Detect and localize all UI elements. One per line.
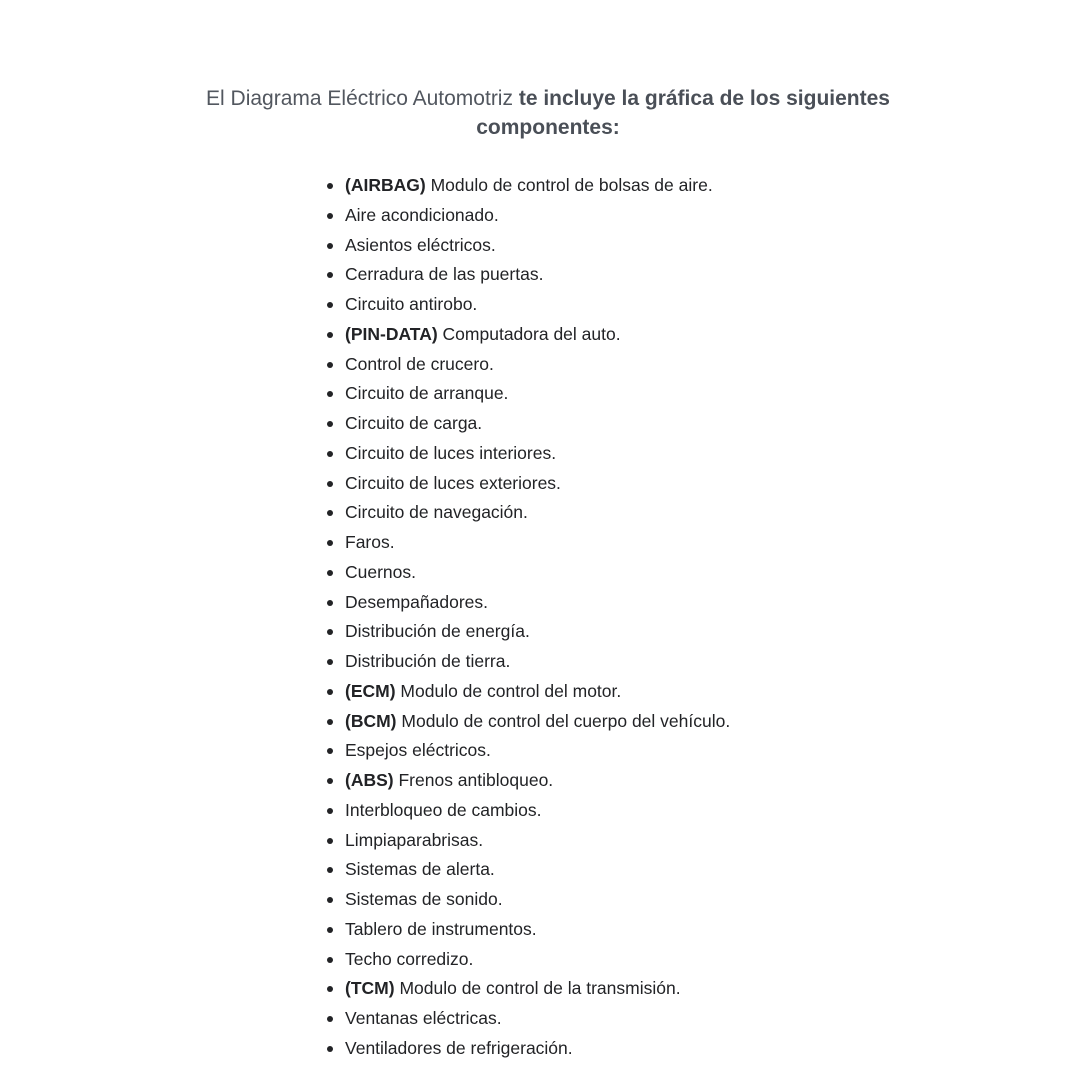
list-item	[327, 974, 730, 1004]
bullet-icon	[327, 362, 333, 368]
list-item	[327, 736, 730, 766]
component-text: Ventanas eléctricas.	[345, 1008, 502, 1028]
component-text: Modulo de control del cuerpo del vehículo.	[401, 710, 731, 731]
heading-lead: El Diagrama Eléctrico Automotriz	[206, 87, 513, 110]
list-item	[327, 647, 730, 677]
list-item	[327, 1034, 730, 1064]
component-text: Cuernos.	[345, 561, 417, 582]
list-item	[327, 945, 730, 975]
list-item	[327, 677, 730, 707]
component-text: Control de crucero.	[345, 353, 494, 374]
heading-emphasis: te incluye la gráfica de los siguientes componentes:	[476, 87, 890, 139]
list-item	[327, 231, 730, 261]
component-text: Ventiladores de refrigeración.	[345, 1037, 573, 1058]
list-item	[327, 528, 730, 558]
bullet-icon	[327, 421, 333, 427]
list-item	[327, 766, 730, 796]
component-text: Modulo de control del motor.	[400, 680, 622, 701]
component-text: Sistemas de sonido.	[345, 889, 503, 909]
component-text: Circuito de luces interiores.	[345, 442, 557, 463]
bullet-icon	[327, 302, 333, 308]
component-text: Interbloqueo de cambios.	[345, 799, 542, 820]
list-item	[327, 201, 730, 231]
bullet-icon	[327, 213, 333, 219]
bullet-icon	[327, 689, 333, 695]
bullet-icon	[327, 778, 333, 784]
bullet-icon	[327, 1016, 333, 1022]
list-item	[327, 796, 730, 826]
list-item	[327, 379, 730, 409]
list-item	[327, 558, 730, 588]
page-heading	[200, 84, 896, 142]
list-item	[327, 320, 730, 350]
component-text: Cerradura de las puertas.	[345, 264, 544, 285]
bullet-icon	[327, 629, 333, 635]
bullet-icon	[327, 867, 333, 873]
bullet-icon	[327, 183, 333, 189]
component-text: Sistemas de alerta.	[345, 859, 495, 880]
component-text: Circuito de arranque.	[345, 383, 509, 404]
bullet-icon	[327, 332, 333, 338]
component-text: Desempañadores.	[345, 591, 488, 612]
component-text: Circuito de navegación.	[345, 502, 528, 523]
bullet-icon	[327, 957, 333, 963]
component-text: Circuito de carga.	[345, 413, 483, 433]
component-text: Faros.	[345, 532, 395, 552]
list-item	[327, 409, 730, 439]
bullet-icon	[327, 481, 333, 487]
list-item	[327, 1004, 730, 1034]
list-item	[327, 171, 730, 201]
list-item	[327, 855, 730, 885]
bullet-icon	[327, 838, 333, 844]
list-item	[327, 915, 730, 945]
bullet-icon	[327, 600, 333, 606]
component-code: (PIN-DATA)	[345, 323, 438, 344]
bullet-icon	[327, 748, 333, 754]
component-text: Circuito de luces exteriores.	[345, 472, 561, 493]
bullet-icon	[327, 927, 333, 933]
components-list	[327, 171, 730, 1064]
component-text: Modulo de control de bolsas de aire.	[430, 175, 713, 195]
bullet-icon	[327, 451, 333, 457]
list-item	[327, 885, 730, 915]
component-code: (AIRBAG)	[345, 175, 426, 195]
list-item	[327, 260, 730, 290]
bullet-icon	[327, 272, 333, 278]
bullet-icon	[327, 510, 333, 516]
component-text: Tablero de instrumentos.	[345, 918, 537, 939]
component-text: Aire acondicionado.	[345, 204, 499, 225]
bullet-icon	[327, 540, 333, 546]
list-item	[327, 350, 730, 380]
bullet-icon	[327, 808, 333, 814]
bullet-icon	[327, 897, 333, 903]
component-text: Circuito antirobo.	[345, 294, 478, 314]
component-text: Techo corredizo.	[345, 948, 474, 969]
component-code: (ECM)	[345, 680, 396, 701]
list-item	[327, 707, 730, 737]
component-text: Distribución de tierra.	[345, 651, 511, 671]
component-text: Frenos antibloqueo.	[398, 770, 554, 790]
list-item	[327, 290, 730, 320]
list-item	[327, 498, 730, 528]
list-item	[327, 826, 730, 856]
component-text: Asientos eléctricos.	[345, 234, 496, 255]
component-code: (BCM)	[345, 710, 397, 731]
component-code: (ABS)	[345, 770, 394, 790]
bullet-icon	[327, 391, 333, 397]
bullet-icon	[327, 570, 333, 576]
component-code: (TCM)	[345, 978, 395, 999]
list-item	[327, 439, 730, 469]
list-item	[327, 617, 730, 647]
bullet-icon	[327, 719, 333, 725]
component-text: Espejos eléctricos.	[345, 740, 491, 761]
bullet-icon	[327, 243, 333, 249]
bullet-icon	[327, 986, 333, 992]
component-text: Distribución de energía.	[345, 621, 530, 642]
bullet-icon	[327, 659, 333, 665]
list-item	[327, 588, 730, 618]
bullet-icon	[327, 1046, 333, 1052]
component-text: Computadora del auto.	[442, 323, 621, 344]
list-item	[327, 469, 730, 499]
component-text: Modulo de control de la transmisión.	[399, 978, 681, 999]
component-text: Limpiaparabrisas.	[345, 829, 484, 850]
